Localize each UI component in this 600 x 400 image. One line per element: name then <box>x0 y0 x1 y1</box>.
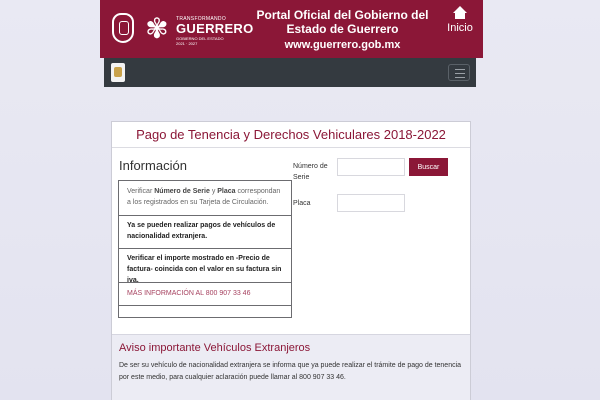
card-title: Pago de Tenencia y Derechos Vehiculares 2018-2022 <box>112 122 470 148</box>
serie-input[interactable] <box>337 158 405 176</box>
notice-panel <box>112 334 470 400</box>
home-label: Inicio <box>447 22 473 34</box>
notice-text: De ser su vehículo de nacionalidad extranjera se informa que ya puede realizar el trámite de pago de tenencia por este medio, para cualquier aclaración puede llamar al 800 907 33 46. <box>119 362 462 381</box>
coat-of-arms-icon[interactable] <box>111 63 125 82</box>
portal-title: Portal Oficial del Gobierno del Estado de Guerrero <box>256 8 429 36</box>
government-logo[interactable] <box>176 16 254 46</box>
logo-tagline: TRANSFORMANDO <box>176 16 227 22</box>
info-list <box>118 180 292 318</box>
info-item-price: Verificar el importe mostrado en -Precio de factura- coincida con el valor en su factura sin iva. <box>118 249 292 283</box>
placa-input[interactable] <box>337 194 405 212</box>
info-heading: Información <box>119 158 187 173</box>
info-item-empty <box>118 306 292 318</box>
info-item-verify: Verificar Número de Serie y Placa correspondan a los registrados en su Tarjeta de Circulación. <box>118 180 292 216</box>
state-seal-icon <box>112 13 134 43</box>
search-button[interactable]: Buscar <box>409 158 448 176</box>
placa-label: Placa <box>293 200 311 207</box>
logo-name: GUERRERO <box>176 21 254 36</box>
logo-subtitle: GOBIERNO DEL ESTADO <box>176 36 224 41</box>
site-header <box>100 0 483 58</box>
notice-title: Aviso importante Vehículos Extranjeros <box>119 342 311 354</box>
portal-url[interactable]: www.guerrero.gob.mx <box>284 39 401 51</box>
home-link[interactable] <box>440 6 480 34</box>
logo-years: 2021 · 2027 <box>176 41 198 46</box>
menu-toggle-button[interactable] <box>448 64 470 81</box>
flower-logo-icon: ✾ <box>145 13 169 44</box>
serie-label: Número de Serie <box>293 163 328 181</box>
home-icon <box>453 6 467 20</box>
navbar <box>104 58 476 87</box>
info-item-phone[interactable]: MÁS INFORMACIÓN AL 800 907 33 46 <box>118 283 292 306</box>
payment-card <box>111 121 471 400</box>
info-item-foreign: Ya se pueden realizar pagos de vehículos de nacionalidad extranjera. <box>118 216 292 249</box>
